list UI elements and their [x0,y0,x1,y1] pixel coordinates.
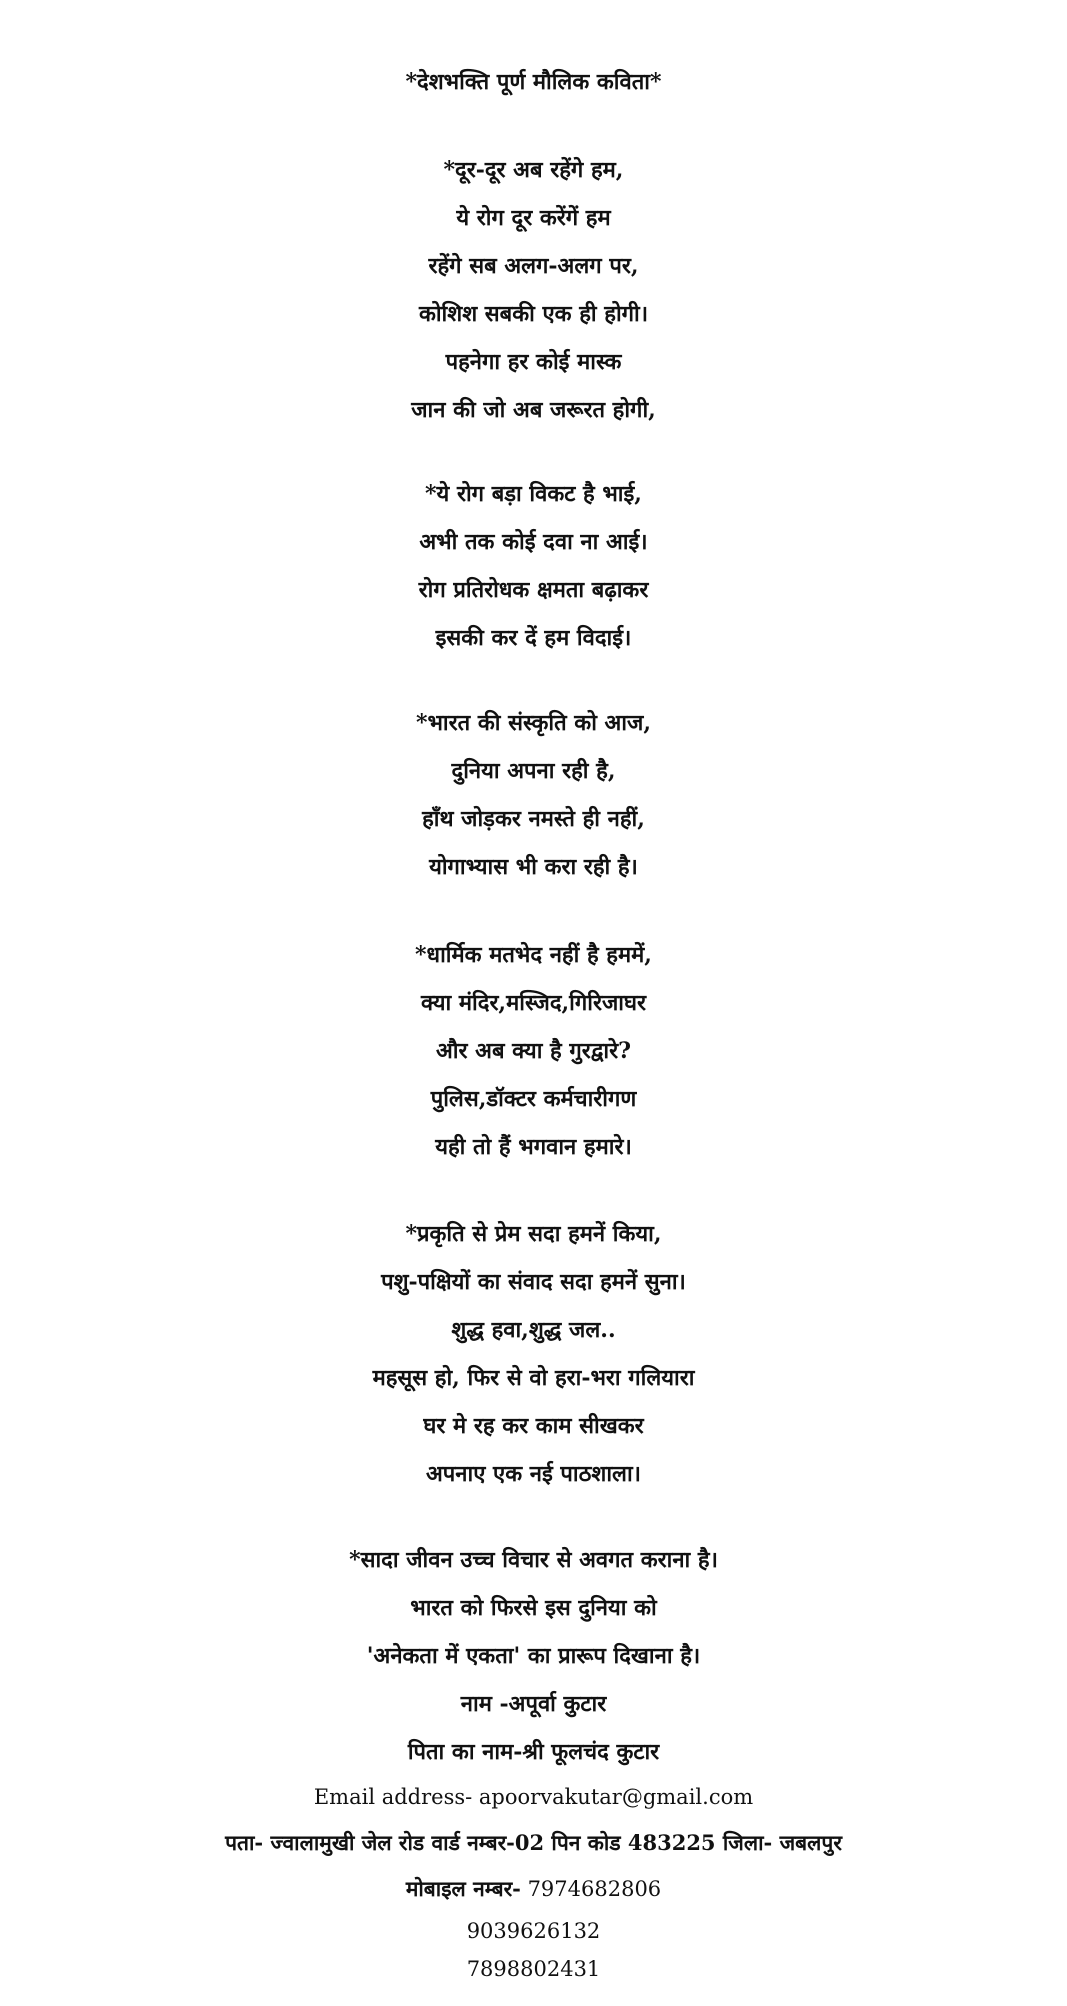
email-address: Email address- apoorvakutar@gmail.com [313,1785,754,1809]
poem-line: *भारत की संस्कृति को आज, [415,710,652,736]
poem-line: अभी तक कोई दवा ना आई। [419,529,648,555]
poem-line: पुलिस,डॉक्टर कर्मचारीगण [430,1086,637,1112]
poem-line: यही तो हैं भगवान हमारे। [435,1134,632,1160]
stanza-5 [0,1210,1067,1498]
poem-line: क्या मंदिर,मस्जिद,गिरिजाघर [421,990,646,1016]
poem-line: पहनेगा हर कोई मास्क [445,349,622,375]
mobile-label: मोबाइल नम्बर- [405,1876,521,1901]
poem-line: पशु-पक्षियों का संवाद सदा हमनें सुना। [381,1269,686,1295]
poem-line: दुनिया अपना रही है, [451,758,616,784]
poem-line: कोशिश सबकी एक ही होगी। [418,301,649,327]
poem-line: अपनाए एक नई पाठशाला। [425,1461,642,1487]
mobile-number-3: 7898802431 [466,1957,601,1981]
poem-line: घर मे रह कर काम सीखकर [423,1413,644,1439]
poem-line: और अब क्या है गुरद्वारे? [435,1038,632,1064]
poem-line: *सादा जीवन उच्च विचार से अवगत कराना है। [349,1547,718,1573]
poem-line: *धार्मिक मतभेद नहीं है हममें, [415,942,652,968]
contact-details [0,1774,1067,1988]
poem-line: ये रोग दूर करेंगें हम [456,205,611,231]
poem-line: जान की जो अब जरूरत होगी, [411,397,656,423]
mobile-line [0,1866,1067,1912]
poem-line: *ये रोग बड़ा विकट है भाई, [425,481,642,507]
poem-line: शुद्ध हवा,शुद्ध जल.. [451,1317,616,1343]
poem-line: हाँथ जोड़कर नमस्ते ही नहीं, [422,806,645,832]
poem-line: भारत को फिरसे इस दुनिया को [410,1595,657,1621]
poem-line: *प्रकृति से प्रेम सदा हमनें किया, [405,1221,662,1247]
poem-line: इसकी कर दें हम विदाई। [435,625,632,651]
mobile-number-2: 9039626132 [466,1919,601,1943]
stanza-4 [0,931,1067,1171]
poem-line: रहेंगे सब अलग-अलग पर, [428,253,639,279]
poem-line: रोग प्रतिरोधक क्षमता बढ़ाकर [418,577,649,603]
author-name: नाम -अपूर्वा कुटार [460,1691,607,1717]
father-name: पिता का नाम-श्री फूलचंद कुटार [407,1739,660,1765]
stanza-3 [0,699,1067,891]
stanza-1 [0,146,1067,434]
poem-line: महसूस हो, फिर से वो हरा-भरा गलियारा [372,1365,695,1391]
poem-line: *दूर-दूर अब रहेंगे हम, [443,157,624,183]
poem-line: योगाभ्यास भी करा रही है। [429,854,638,880]
stanza-6 [0,1536,1067,1776]
poem-line: 'अनेकता में एकता' का प्रारूप दिखाना है। [366,1643,701,1669]
stanza-2 [0,470,1067,662]
mobile-number-1: 7974682806 [527,1877,662,1901]
poem-title: *देशभक्ति पूर्ण मौलिक कविता* [405,69,662,95]
postal-address: पता- ज्वालामुखी जेल रोड वार्ड नम्बर-02 पिन कोड 483225 जिला- जबलपुर [225,1830,842,1855]
